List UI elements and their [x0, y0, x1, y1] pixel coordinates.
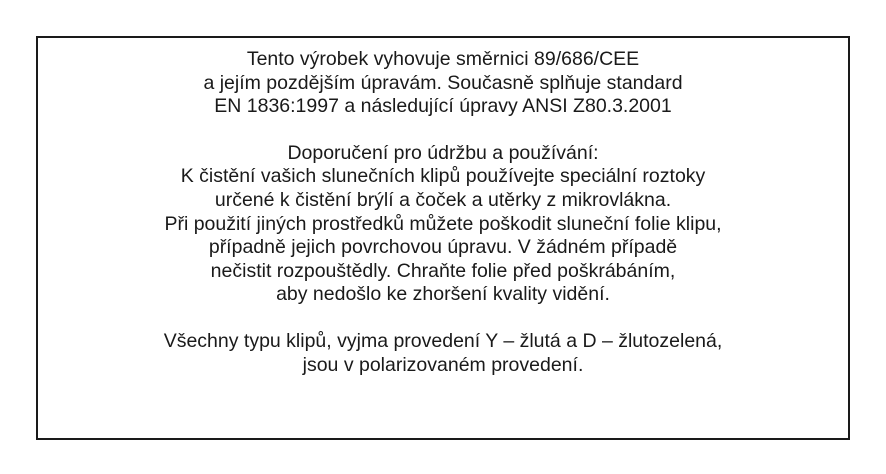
care-line-2: určené k čistění brýlí a čoček a utěrky z mikrovlákna.: [214, 188, 672, 211]
care-line-6: aby nedošlo ke zhoršení kvality vidění.: [276, 283, 610, 306]
care-line-5: nečistit rozpouštědly. Chraňte folie před poškrábáním,: [210, 259, 676, 282]
compliance-line-1: Tento výrobek vyhovuje směrnici 89/686/CEE: [246, 48, 640, 70]
polarization-line-1: Všechny typu klipů, vyjma provedení Y – žlutá a D – žlutozelená,: [163, 329, 723, 352]
compliance-line-3: EN 1836:1997 a následující úpravy ANSI Z80.3.2001: [214, 95, 672, 118]
compliance-line-2: a jejím pozdějším úpravám. Současně splňuje standard: [203, 71, 683, 94]
polarization-paragraph: [38, 330, 848, 377]
care-line-3: Při použití jiných prostředků můžete poškodit sluneční folie klipu,: [164, 212, 722, 235]
care-heading: Doporučení pro údržbu a používání:: [287, 141, 599, 164]
compliance-paragraph: [38, 48, 848, 119]
care-instructions-paragraph: [38, 142, 848, 307]
care-line-4: případně jejich povrchovou úpravu. V žádném případě: [208, 236, 678, 259]
care-line-1: K čistění vašich slunečních klipů používejte speciální roztoky: [180, 165, 706, 188]
polarization-line-2: jsou v polarizovaném provedení.: [302, 353, 584, 376]
notice-box: [36, 36, 850, 440]
